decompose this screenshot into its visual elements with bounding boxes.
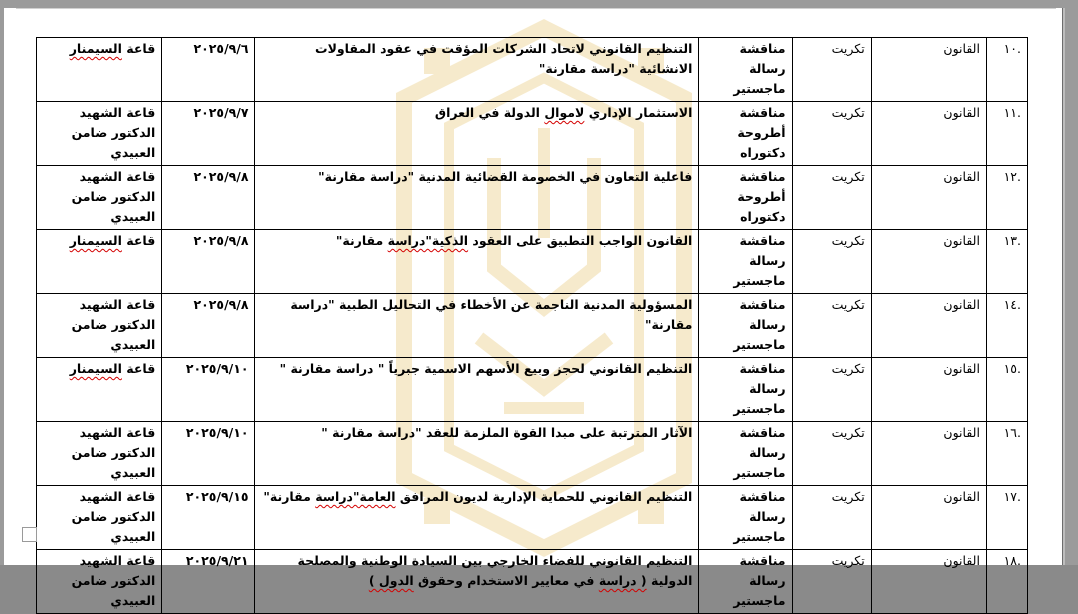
row-number-cell: .١٨ [986,550,1027,614]
defense-type-cell: مناقشة رسالة ماجستير [699,230,792,294]
defense-type-cell: مناقشة رسالة ماجستير [699,358,792,422]
thesis-title-cell [255,294,699,358]
row-number-cell: .١٧ [986,486,1027,550]
thesis-title-cell-part: ( دراسة [598,573,647,588]
row-number-cell: .١٥ [986,358,1027,422]
department-cell: القانون [871,294,986,358]
college-cell: تكريت [792,38,871,102]
hall-cell-part: قاعة الشهيد الدكتور ضامن العبيدي [71,489,156,544]
hall-cell [37,230,162,294]
college-cell: تكريت [792,230,871,294]
table-row [37,38,1028,102]
department-cell: القانون [871,486,986,550]
date-cell: ٢٠٢٥/٩/٧ [162,102,255,166]
thesis-title-cell [255,38,699,102]
thesis-title-cell-part: الآثار المترتبة على مبدا القوة الملزمة للعقد "دراسة مقارنة " [321,425,693,440]
hall-cell-part: قاعة [121,233,156,248]
table-row [37,166,1028,230]
defense-type-cell: مناقشة رسالة ماجستير [699,486,792,550]
hall-cell-part: قاعة الشهيد الدكتور ضامن العبيدي [71,425,156,480]
defense-type-cell: مناقشة رسالة ماجستير [699,550,792,614]
row-number-cell: .١٠ [986,38,1027,102]
defense-type-cell: مناقشة رسالة ماجستير [699,38,792,102]
hall-cell [37,166,162,230]
thesis-title-cell-part: التنظيم القانوني للحماية الإدارية لديون المرافق [395,489,693,504]
thesis-title-cell [255,166,699,230]
table-row [37,102,1028,166]
defense-type-cell: مناقشة رسالة ماجستير [699,294,792,358]
hall-cell-part: قاعة الشهيد الدكتور ضامن العبيدي [71,169,156,224]
row-number-cell: .١٦ [986,422,1027,486]
hall-cell-part: قاعة [121,361,156,376]
college-cell: تكريت [792,358,871,422]
thesis-title-cell [255,550,699,614]
college-cell: تكريت [792,166,871,230]
row-number-cell: .١١ [986,102,1027,166]
hall-cell-part: قاعة الشهيد الدكتور ضامن العبيدي [71,553,156,608]
hall-cell-part: السيمنار [69,233,122,248]
date-cell: ٢٠٢٥/٩/١٠ [162,358,255,422]
college-cell: تكريت [792,294,871,358]
defense-type-cell: مناقشة رسالة ماجستير [699,422,792,486]
thesis-title-cell-part: الدولة في العراق [434,105,545,120]
table-row [37,422,1028,486]
date-cell: ٢٠٢٥/٩/١٥ [162,486,255,550]
thesis-title-cell [255,422,699,486]
thesis-title-cell [255,358,699,422]
hall-cell [37,486,162,550]
department-cell: القانون [871,358,986,422]
table-row [37,294,1028,358]
date-cell: ٢٠٢٥/٩/٨ [162,294,255,358]
thesis-title-cell-part: مقارنة" [335,233,388,248]
college-cell: تكريت [792,550,871,614]
thesis-title-cell-part: الذكية"دراسة [387,233,469,248]
department-cell: القانون [871,230,986,294]
thesis-title-cell-part: لاموال [544,105,585,120]
row-number-cell: .١٢ [986,166,1027,230]
text-boundary-marker-icon [22,527,37,542]
department-cell: القانون [871,166,986,230]
college-cell: تكريت [792,422,871,486]
defense-type-cell: مناقشة أطروحة دكتوراه [699,166,792,230]
defense-schedule-table [36,37,1028,614]
hall-cell [37,294,162,358]
college-cell: تكريت [792,486,871,550]
department-cell: القانون [871,38,986,102]
department-cell: القانون [871,102,986,166]
hall-cell-part: السيمنار [69,361,122,376]
thesis-title-cell [255,230,699,294]
thesis-title-cell-part: المسؤولية المدنية الناجمة عن الأخطاء في التحاليل الطبية "دراسة مقارنة" [290,297,693,332]
thesis-title-cell-part: القانون الواجب التطبيق على العقود [468,233,693,248]
row-number-cell: .١٣ [986,230,1027,294]
hall-cell [37,422,162,486]
table-row [37,486,1028,550]
thesis-title-cell-part: التنظيم القانوني لحجز وبيع الأسهم الاسمية جبرياً " دراسة مقارنة " [279,361,693,376]
table-row [37,550,1028,614]
table-row [37,230,1028,294]
hall-cell-part: قاعة الشهيد الدكتور ضامن العبيدي [71,105,156,160]
thesis-title-cell-part: فاعلية التعاون في الخصومة القضائية المدنية "دراسة مقارنة" [318,169,693,184]
hall-cell-part: قاعة [121,41,156,56]
thesis-title-cell [255,102,699,166]
hall-cell [37,102,162,166]
table-row [37,358,1028,422]
thesis-title-cell-part: التنظيم القانوني لاتحاد الشركات المؤقت في عقود المقاولات الانشائية "دراسة مقارنة" [315,41,693,76]
college-cell: تكريت [792,102,871,166]
hall-cell [37,550,162,614]
thesis-title-cell-part: الاستثمار الإداري [584,105,693,120]
row-number-cell: .١٤ [986,294,1027,358]
date-cell: ٢٠٢٥/٩/٢١ [162,550,255,614]
thesis-title-cell-part: الدول ) [368,573,414,588]
department-cell: القانون [871,550,986,614]
date-cell: ٢٠٢٥/٩/٦ [162,38,255,102]
department-cell: القانون [871,422,986,486]
thesis-title-cell-part: مقارنة" [263,489,316,504]
thesis-title-cell [255,486,699,550]
thesis-title-cell-part: العامة"دراسة [315,489,396,504]
thesis-title-cell-part: في معايير الاستخدام وحقوق [413,573,599,588]
hall-cell-part: قاعة الشهيد الدكتور ضامن العبيدي [71,297,156,352]
defense-type-cell: مناقشة أطروحة دكتوراه [699,102,792,166]
thesis-title-cell-part: التنظيم القانوني للفضاء الخارجي بين السيادة الوطنية والمصلحة الدولية [297,553,693,588]
date-cell: ٢٠٢٥/٩/٨ [162,166,255,230]
date-cell: ٢٠٢٥/٩/١٠ [162,422,255,486]
date-cell: ٢٠٢٥/٩/٨ [162,230,255,294]
hall-cell [37,358,162,422]
hall-cell [37,38,162,102]
document-page[interactable] [4,8,1062,608]
hall-cell-part: السيمنار [69,41,122,56]
